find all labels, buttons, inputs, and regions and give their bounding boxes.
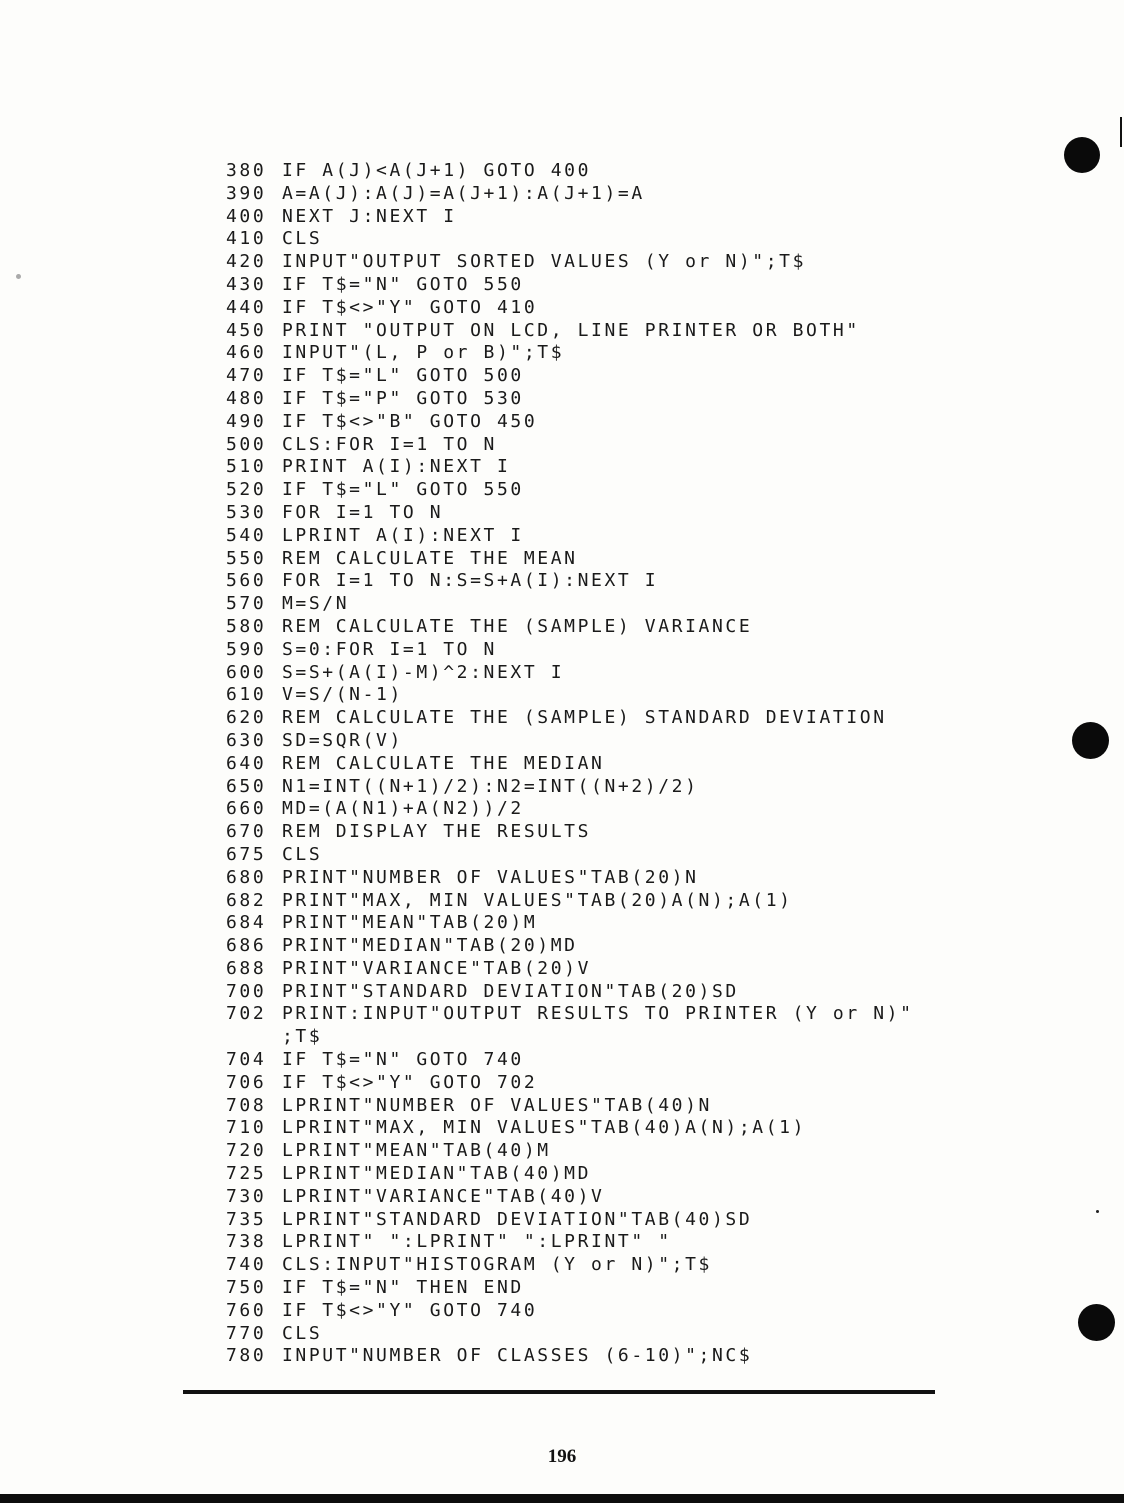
- line-statement: IF T$="N" GOTO 740: [282, 1049, 524, 1071]
- line-statement: IF T$="P" GOTO 530: [282, 387, 524, 409]
- code-line: [226, 548, 1006, 571]
- line-number: 470: [226, 365, 267, 387]
- code-line: [226, 1231, 1006, 1254]
- scan-speck: [16, 274, 21, 279]
- line-number: 390: [226, 182, 267, 204]
- code-line: [226, 730, 1006, 753]
- line-number: 704: [226, 1049, 267, 1071]
- line-number: 680: [226, 866, 267, 888]
- line-number: 670: [226, 821, 267, 843]
- line-statement: PRINT "OUTPUT ON LCD, LINE PRINTER OR BOTH": [282, 319, 860, 341]
- line-number: 706: [226, 1071, 267, 1093]
- code-line: [226, 1026, 1006, 1049]
- line-number: 520: [226, 479, 267, 501]
- line-number: 630: [226, 729, 267, 751]
- code-line: [226, 479, 1006, 502]
- line-statement: LPRINT" ":LPRINT" ":LPRINT" ": [282, 1231, 672, 1253]
- line-statement: INPUT"OUTPUT SORTED VALUES (Y or N)";T$: [282, 251, 807, 273]
- code-line: [226, 297, 1006, 320]
- line-statement: LPRINT"MEAN"TAB(40)M: [282, 1140, 551, 1162]
- line-statement: CLS: [282, 843, 323, 865]
- line-number: 640: [226, 752, 267, 774]
- line-number: 570: [226, 593, 267, 615]
- code-line: [226, 593, 1006, 616]
- line-statement: M=S/N: [282, 593, 350, 615]
- scan-bottom-edge: [0, 1494, 1124, 1503]
- line-statement: IF T$<>"Y" GOTO 410: [282, 296, 538, 318]
- code-line: [226, 821, 1006, 844]
- line-number: 400: [226, 205, 267, 227]
- line-statement: LPRINT"NUMBER OF VALUES"TAB(40)N: [282, 1094, 712, 1116]
- line-number: 686: [226, 935, 267, 957]
- line-number: 740: [226, 1254, 267, 1276]
- line-number: 490: [226, 410, 267, 432]
- line-number: 760: [226, 1299, 267, 1321]
- line-statement: IF T$="N" THEN END: [282, 1277, 524, 1299]
- code-line: [226, 662, 1006, 685]
- code-line: [226, 1072, 1006, 1095]
- line-number: 450: [226, 319, 267, 341]
- code-line: [226, 1163, 1006, 1186]
- binder-hole-middle: [1072, 722, 1109, 759]
- line-statement: REM CALCULATE THE (SAMPLE) STANDARD DEVIATION: [282, 707, 887, 729]
- line-number: 530: [226, 501, 267, 523]
- line-statement: REM CALCULATE THE MEAN: [282, 547, 578, 569]
- line-statement: SD=SQR(V): [282, 729, 403, 751]
- code-line: [226, 570, 1006, 593]
- line-statement: IF T$<>"B" GOTO 450: [282, 410, 538, 432]
- line-number: 610: [226, 684, 267, 706]
- line-statement: IF T$<>"Y" GOTO 740: [282, 1299, 538, 1321]
- basic-program-listing: [226, 160, 1006, 1368]
- line-statement: PRINT"MEDIAN"TAB(20)MD: [282, 935, 578, 957]
- line-statement: IF T$="N" GOTO 550: [282, 273, 524, 295]
- line-number: 440: [226, 296, 267, 318]
- code-line: [226, 935, 1006, 958]
- code-line: [226, 890, 1006, 913]
- code-line: [226, 1140, 1006, 1163]
- code-line: [226, 411, 1006, 434]
- line-statement: PRINT"MAX, MIN VALUES"TAB(20)A(N);A(1): [282, 889, 793, 911]
- line-statement: IF T$="L" GOTO 550: [282, 479, 524, 501]
- code-line: [226, 1209, 1006, 1232]
- code-line: [226, 525, 1006, 548]
- code-line: [226, 160, 1006, 183]
- line-number: 620: [226, 707, 267, 729]
- line-number: 590: [226, 638, 267, 660]
- line-statement: PRINT:INPUT"OUTPUT RESULTS TO PRINTER (Y or N)": [282, 1003, 914, 1025]
- line-statement: IF A(J)<A(J+1) GOTO 400: [282, 160, 592, 181]
- line-number: 420: [226, 251, 267, 273]
- line-number: 708: [226, 1094, 267, 1116]
- line-number: 550: [226, 547, 267, 569]
- code-line: [226, 1254, 1006, 1277]
- line-statement: INPUT"(L, P or B)";T$: [282, 342, 565, 364]
- line-number: 750: [226, 1277, 267, 1299]
- code-line: [226, 958, 1006, 981]
- line-number: 688: [226, 957, 267, 979]
- code-line: [226, 684, 1006, 707]
- code-line: [226, 844, 1006, 867]
- line-number: 460: [226, 342, 267, 364]
- binder-hole-bottom: [1078, 1304, 1115, 1341]
- line-number: 500: [226, 433, 267, 455]
- line-number: 710: [226, 1117, 267, 1139]
- code-line: [226, 1117, 1006, 1140]
- scan-edge-mark: [1120, 117, 1122, 147]
- line-number: 730: [226, 1185, 267, 1207]
- binder-hole-top: [1064, 137, 1100, 173]
- line-statement: CLS:FOR I=1 TO N: [282, 433, 497, 455]
- line-number: 600: [226, 661, 267, 683]
- page-number: 196: [547, 1446, 577, 1467]
- code-line: [226, 798, 1006, 821]
- footer-rule: [183, 1390, 935, 1394]
- line-number: 684: [226, 912, 267, 934]
- line-number: 430: [226, 273, 267, 295]
- line-number: 410: [226, 228, 267, 250]
- line-statement: S=S+(A(I)-M)^2:NEXT I: [282, 661, 565, 683]
- code-line: [226, 1300, 1006, 1323]
- line-statement: FOR I=1 TO N: [282, 501, 444, 523]
- line-number: 720: [226, 1140, 267, 1162]
- code-line: [226, 616, 1006, 639]
- line-statement: REM CALCULATE THE MEDIAN: [282, 752, 605, 774]
- line-statement: FOR I=1 TO N:S=S+A(I):NEXT I: [282, 570, 659, 592]
- code-line: [226, 639, 1006, 662]
- line-statement: IF T$<>"Y" GOTO 702: [282, 1071, 538, 1093]
- code-line: [226, 707, 1006, 730]
- code-line: [226, 274, 1006, 297]
- line-number: 738: [226, 1231, 267, 1253]
- code-line: [226, 456, 1006, 479]
- code-line: [226, 867, 1006, 890]
- line-number: 380: [226, 160, 267, 181]
- line-statement: PRINT"MEAN"TAB(20)M: [282, 912, 538, 934]
- line-number: 675: [226, 843, 267, 865]
- code-line: [226, 502, 1006, 525]
- line-statement: LPRINT"MEDIAN"TAB(40)MD: [282, 1163, 592, 1185]
- code-line: [226, 1186, 1006, 1209]
- line-number: 650: [226, 775, 267, 797]
- line-statement: REM CALCULATE THE (SAMPLE) VARIANCE: [282, 615, 753, 637]
- line-statement: CLS: [282, 228, 323, 250]
- line-statement: PRINT A(I):NEXT I: [282, 456, 511, 478]
- code-line: [226, 206, 1006, 229]
- code-line: [226, 776, 1006, 799]
- line-statement: LPRINT"MAX, MIN VALUES"TAB(40)A(N);A(1): [282, 1117, 807, 1139]
- code-line: [226, 912, 1006, 935]
- code-line: [226, 981, 1006, 1004]
- code-line: [226, 1003, 1006, 1026]
- line-number: 540: [226, 524, 267, 546]
- scan-speck: [1096, 1210, 1099, 1213]
- code-line: [226, 365, 1006, 388]
- line-statement: INPUT"NUMBER OF CLASSES (6-10)";NC$: [282, 1345, 753, 1367]
- line-statement: ;T$: [282, 1026, 323, 1048]
- line-statement: S=0:FOR I=1 TO N: [282, 638, 497, 660]
- code-line: [226, 388, 1006, 411]
- line-statement: MD=(A(N1)+A(N2))/2: [282, 798, 524, 820]
- code-line: [226, 251, 1006, 274]
- line-statement: REM DISPLAY THE RESULTS: [282, 821, 592, 843]
- line-number: 660: [226, 798, 267, 820]
- line-number: 700: [226, 980, 267, 1002]
- line-statement: IF T$="L" GOTO 500: [282, 365, 524, 387]
- line-statement: LPRINT"VARIANCE"TAB(40)V: [282, 1185, 605, 1207]
- line-statement: CLS: [282, 1322, 323, 1344]
- line-number: 702: [226, 1003, 267, 1025]
- line-statement: NEXT J:NEXT I: [282, 205, 457, 227]
- line-statement: PRINT"STANDARD DEVIATION"TAB(20)SD: [282, 980, 739, 1002]
- code-line: [226, 1277, 1006, 1300]
- code-line: [226, 1095, 1006, 1118]
- line-number: 560: [226, 570, 267, 592]
- line-statement: PRINT"VARIANCE"TAB(20)V: [282, 957, 592, 979]
- line-statement: V=S/(N-1): [282, 684, 403, 706]
- line-statement: CLS:INPUT"HISTOGRAM (Y or N)";T$: [282, 1254, 712, 1276]
- line-number: 480: [226, 387, 267, 409]
- line-number: 770: [226, 1322, 267, 1344]
- line-number: 780: [226, 1345, 267, 1367]
- code-line: [226, 228, 1006, 251]
- code-line: [226, 183, 1006, 206]
- line-statement: A=A(J):A(J)=A(J+1):A(J+1)=A: [282, 182, 645, 204]
- line-number: 580: [226, 615, 267, 637]
- line-number: 682: [226, 889, 267, 911]
- code-line: [226, 320, 1006, 343]
- code-line: [226, 753, 1006, 776]
- line-number: 725: [226, 1163, 267, 1185]
- line-statement: PRINT"NUMBER OF VALUES"TAB(20)N: [282, 866, 699, 888]
- code-line: [226, 434, 1006, 457]
- code-line: [226, 1049, 1006, 1072]
- line-number: 735: [226, 1208, 267, 1230]
- code-line: [226, 342, 1006, 365]
- line-statement: LPRINT"STANDARD DEVIATION"TAB(40)SD: [282, 1208, 753, 1230]
- line-number: 510: [226, 456, 267, 478]
- code-line: [226, 1345, 1006, 1368]
- code-line: [226, 1323, 1006, 1346]
- line-statement: LPRINT A(I):NEXT I: [282, 524, 524, 546]
- line-statement: N1=INT((N+1)/2):N2=INT((N+2)/2): [282, 775, 699, 797]
